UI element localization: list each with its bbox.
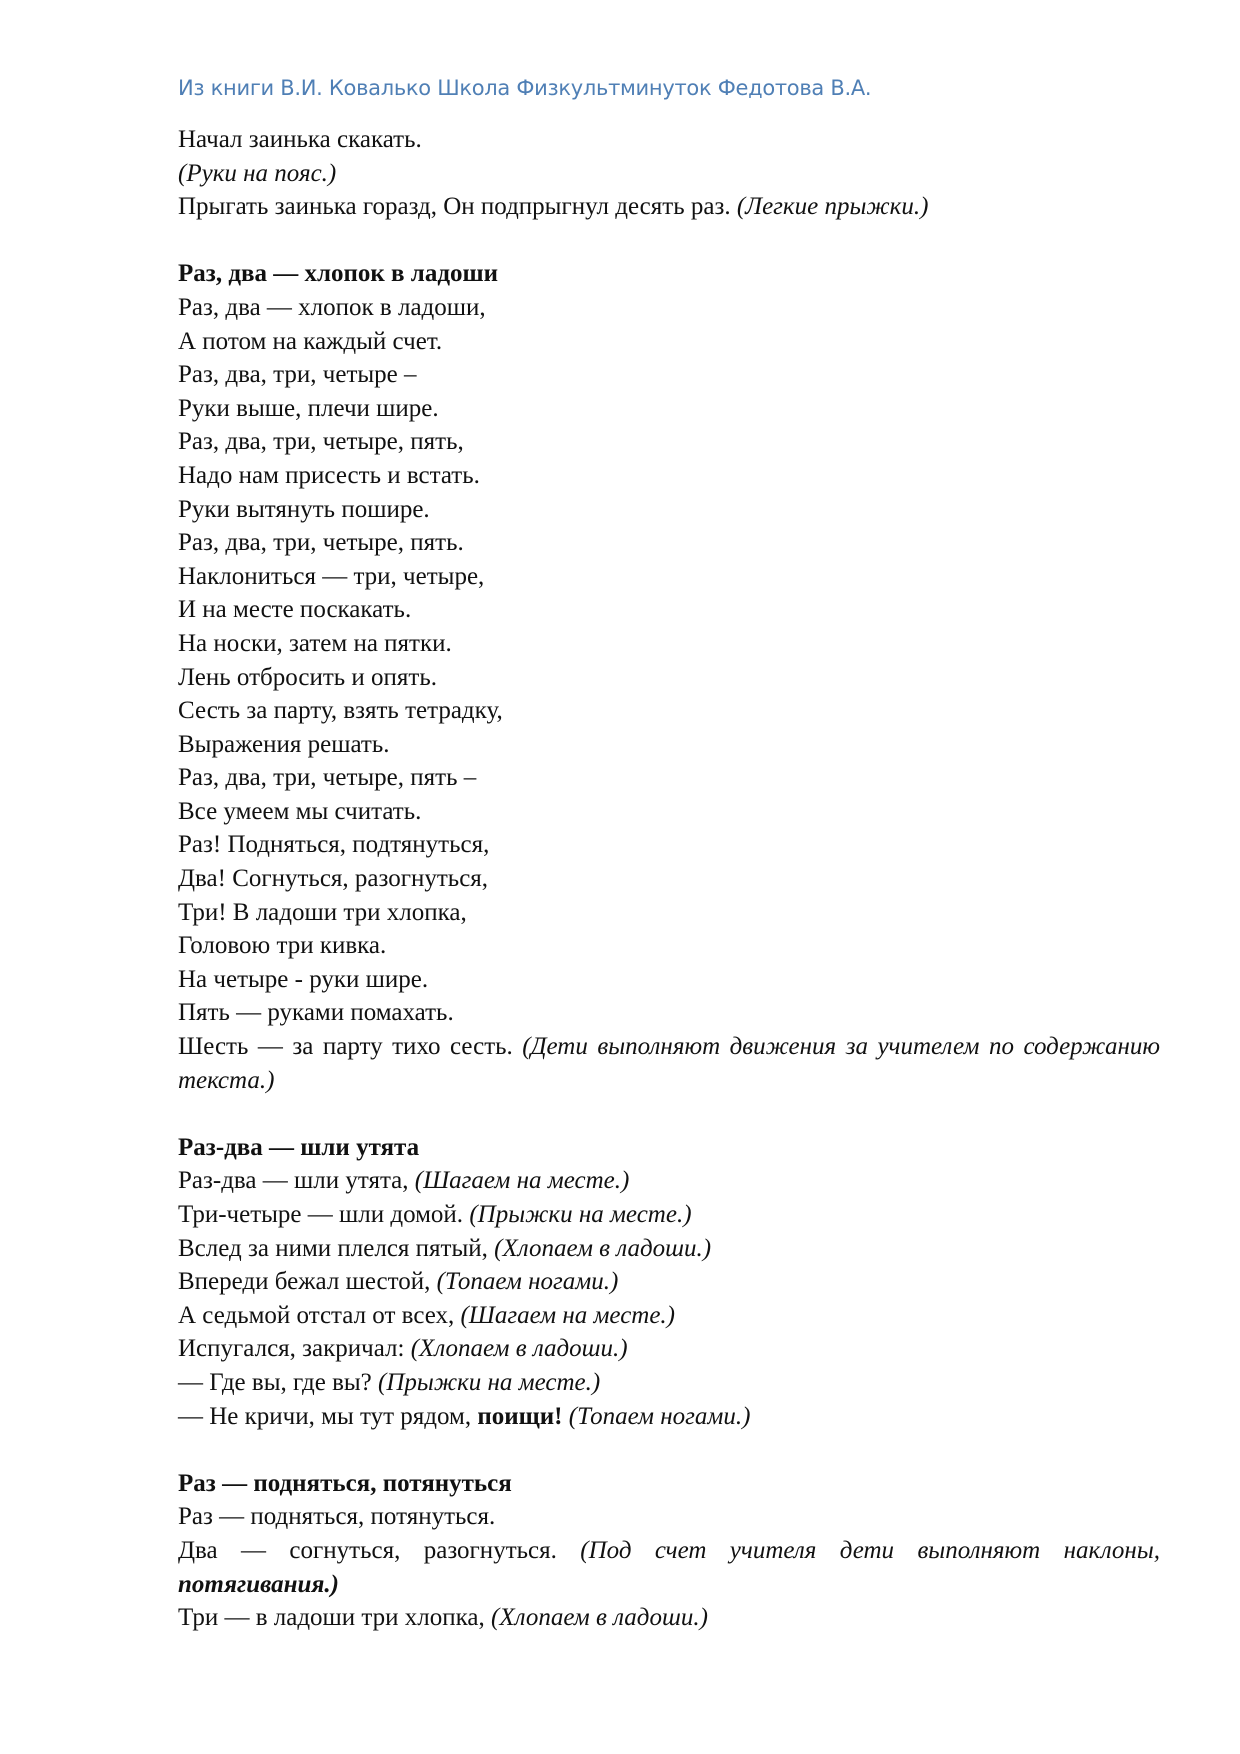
document-body bbox=[178, 123, 1160, 1635]
section-1-line: Раз, два, три, четыре, пять – bbox=[178, 764, 477, 792]
section-1-line: Три! В ладоши три хлопка, bbox=[178, 898, 467, 926]
section-3-line-3-text: Три — в ладоши три хлопка, bbox=[178, 1604, 492, 1632]
section-1-line: Раз, два, три, четыре – bbox=[178, 361, 417, 389]
section-1-line: Выражения решать. bbox=[178, 730, 390, 758]
section-2-last-line bbox=[178, 1400, 1160, 1434]
spacer bbox=[178, 224, 1160, 258]
section-1-last-note: (Дети выполняют движения за учителем по содержанию текста.) bbox=[178, 1033, 1160, 1094]
section-1-line: Руки вытянуть пошире. bbox=[178, 495, 430, 523]
section-1-line: На четыре - руки шире. bbox=[178, 965, 429, 993]
section-2-line-text: Вслед за ними плелся пятый, bbox=[178, 1234, 495, 1262]
section-2-line-note: (Прыжки на месте.) bbox=[469, 1201, 692, 1228]
section-2-line-text: — Где вы, где вы? bbox=[178, 1368, 379, 1396]
section-2-line-text: Раз-два — шли утята, bbox=[178, 1167, 415, 1195]
section-3-line-2-text: Два — согнуться, разогнуться. bbox=[178, 1536, 581, 1564]
section-1-last-text: Шесть — за парту тихо сесть. bbox=[178, 1033, 523, 1061]
section-1-line: Наклониться — три, четыре, bbox=[178, 562, 485, 590]
intro-line-3-note: (Легкие прыжки.) bbox=[736, 193, 929, 221]
section-1-line: Лень отбросить и опять. bbox=[178, 663, 437, 691]
section-2-line bbox=[178, 1232, 1160, 1266]
section-1-title: Раз, два — хлопок в ладоши bbox=[178, 260, 498, 288]
section-2-line-text: Испугался, закричал: bbox=[178, 1335, 411, 1363]
spacer bbox=[178, 1433, 1160, 1467]
section-1-line: Головою три кивка. bbox=[178, 932, 387, 960]
section-2-line bbox=[178, 1332, 1160, 1366]
section-2-line-note: (Шагаем на месте.) bbox=[460, 1301, 676, 1329]
section-1-line: Руки выше, плечи шире. bbox=[178, 394, 439, 422]
section-3-line-2-note-bold: потягивания.) bbox=[178, 1570, 339, 1598]
intro-line-2: (Руки на пояс.) bbox=[178, 159, 337, 187]
section-2-line bbox=[178, 1299, 1160, 1333]
section-1-line: Раз, два, три, четыре, пять. bbox=[178, 529, 464, 557]
section-2-line bbox=[178, 1164, 1160, 1198]
section-2-line bbox=[178, 1198, 1160, 1232]
section-3-line-2-note: (Под счет учителя дети выполняют наклоны, bbox=[580, 1536, 1161, 1564]
section-2-line-note: (Хлопаем в ладоши.) bbox=[410, 1335, 628, 1363]
spacer bbox=[178, 1097, 1160, 1131]
section-2-last-bold: поищи! bbox=[477, 1402, 563, 1430]
section-2-title: Раз-два — шли утята bbox=[178, 1133, 420, 1161]
section-1-line: А потом на каждый счет. bbox=[178, 327, 443, 355]
intro-line-1: Начал заинька скакать. bbox=[178, 126, 422, 153]
section-2-line bbox=[178, 1366, 1160, 1400]
section-1-line: Раз, два — хлопок в ладоши, bbox=[178, 293, 486, 321]
section-2-line-text: А седьмой отстал от всех, bbox=[178, 1301, 461, 1329]
section-3-line-3 bbox=[178, 1601, 1160, 1635]
section-1-line: Пять — руками помахать. bbox=[178, 999, 454, 1027]
section-2-line bbox=[178, 1265, 1160, 1299]
section-3-line-3-note: (Хлопаем в ладоши.) bbox=[491, 1604, 708, 1632]
section-2-line-note: (Прыжки на месте.) bbox=[378, 1368, 601, 1396]
intro-line-3-text: Прыгать заинька горазд, Он подпрыгнул десять раз. bbox=[178, 193, 737, 221]
section-1-line: И на месте поскакать. bbox=[178, 596, 412, 624]
section-1-line: Надо нам присесть и встать. bbox=[178, 461, 480, 489]
section-2-line-note: (Шагаем на месте.) bbox=[414, 1167, 630, 1195]
section-2-line-text: Три-четыре — шли домой. bbox=[178, 1201, 470, 1228]
section-2-line-note: (Топаем ногами.) bbox=[436, 1268, 619, 1296]
section-1-line: Раз, два, три, четыре, пять, bbox=[178, 428, 464, 456]
section-1-line: Раз! Подняться, подтянуться, bbox=[178, 831, 490, 859]
section-2-line-note: (Хлопаем в ладоши.) bbox=[494, 1234, 712, 1262]
section-3-line-2 bbox=[178, 1534, 1160, 1601]
page-header: Из книги В.И. Ковалько Школа Физкультминуток Федотова В.А. bbox=[178, 76, 872, 100]
section-2-line-text: Впереди бежал шестой, bbox=[178, 1268, 437, 1296]
section-1-line: Сесть за парту, взять тетрадку, bbox=[178, 697, 503, 725]
section-1-line: На носки, затем на пятки. bbox=[178, 629, 452, 657]
section-3-title: Раз — подняться, потянуться bbox=[178, 1469, 512, 1497]
section-1-line: Все умеем мы считать. bbox=[178, 797, 422, 825]
section-2-last-note: (Топаем ногами.) bbox=[562, 1402, 751, 1430]
section-2-last-text: — Не кричи, мы тут рядом, bbox=[178, 1402, 478, 1430]
section-3-line-1: Раз — подняться, потянуться. bbox=[178, 1503, 496, 1531]
intro-line-3 bbox=[178, 190, 1160, 224]
section-1-line: Два! Согнуться, разогнуться, bbox=[178, 865, 489, 893]
section-1-last-line bbox=[178, 1030, 1160, 1097]
